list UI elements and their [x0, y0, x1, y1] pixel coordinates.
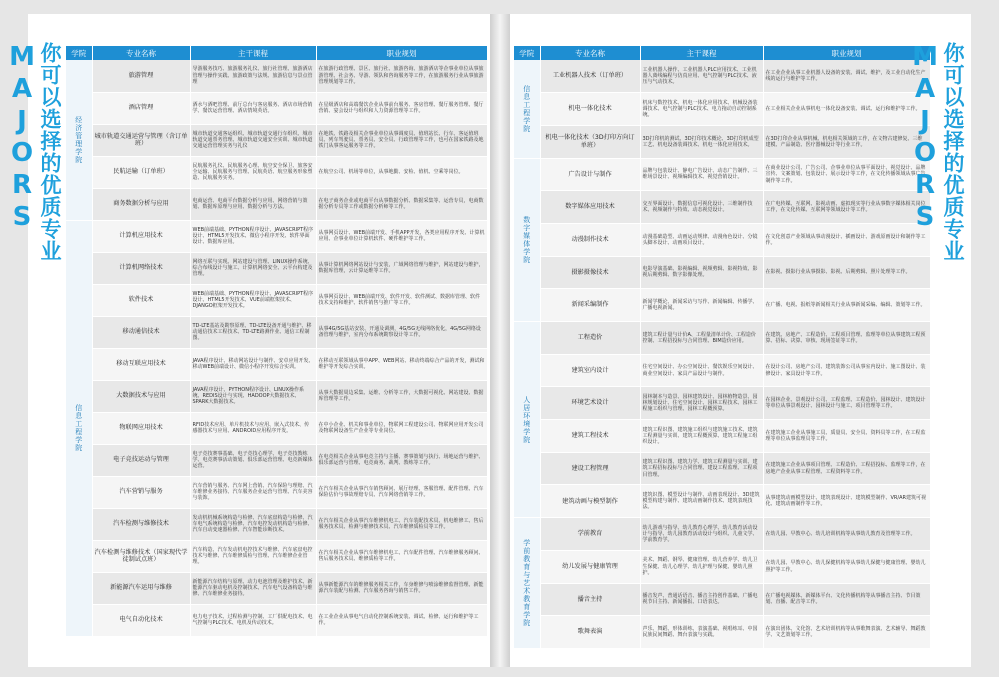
courses-cell: 动漫基础造型、动画运动规律、动漫角色设计、分镜头脚本设计、动画项目设计。: [640, 223, 763, 256]
college-cell: 数字媒体学院: [514, 158, 540, 321]
major-name-cell: 计算机应用技术: [92, 220, 190, 252]
career-cell: 在工业企业从事工业机器人设备的安装、调试、维护，及工业自动化生产线的运行与维护等工作。: [763, 60, 930, 93]
table-row: [514, 289, 930, 322]
career-cell: 在建筑施工企业从事施工员、质量员、安全员、资料员等工作，在工程监理等单位从事监理员等工作。: [763, 420, 930, 453]
career-cell: 在电竞相关企业从事电竞主持与主播、赛事策划与执行、场地运营与维护、俱乐部运营与管理、电竞商务、裁判、教练等工作。: [316, 444, 487, 476]
courses-cell: 建筑工程识图、建筑施工组织与建筑施工技术、建筑工程测量与实训、建筑工程概预算、建筑工程施工组织设计。: [640, 420, 763, 453]
courses-cell: 新闻学概论、新闻采访与写作、新闻编辑、传播学、广播电视新闻。: [640, 289, 763, 322]
header-career: 职业规划: [763, 46, 930, 60]
table-row: [514, 191, 930, 224]
table-row: [514, 550, 930, 583]
table-header: [514, 46, 930, 60]
major-name-cell: 汽车营销与服务: [92, 476, 190, 508]
table-row: [66, 604, 487, 636]
header-career: 职业规划: [316, 46, 487, 60]
page-gutter: [490, 14, 510, 667]
table-row: [66, 316, 487, 348]
table-row: [514, 256, 930, 289]
table-row: [514, 452, 930, 485]
major-name-cell: 汽车检测与维修技术（国家现代学徒制试点班）: [92, 540, 190, 572]
title-english: MAJORS: [7, 42, 37, 234]
major-name-cell: 机电一体化技术: [540, 93, 640, 126]
courses-cell: 电子竞技赛事基础、电子竞技心理学、电子竞技教练学、电竞赛事活动策划、俱乐部运营管理、电竞新媒体运营。: [190, 444, 316, 476]
career-cell: 在星级酒店和高端餐饮企业从事前台服务、客房管理、餐厅服务管理、餐厅营销、宴会设计与组织和人力资源管理等工作。: [316, 92, 487, 124]
table-row: [514, 420, 930, 453]
career-cell: 在汽车相关企业从事汽车维修机电工、汽车配件管理、汽车维修服务顾问、售后服务技术员、维修质检等工作。: [316, 540, 487, 572]
courses-cell: 电商运营、电商平台数据分析与应用、网络营销与策划、数据库原理与应用、数据分析与方法。: [190, 188, 316, 220]
courses-cell: RFID技术应用、单片机技术与应用、嵌入式技术、传感器技术与应用、ANDROID应用程序开发。: [190, 412, 316, 444]
table-row: [66, 572, 487, 604]
courses-cell: 交互界面设计、数据信息可视化设计、三维制作技术、视频制作与特效、动态视觉设计。: [640, 191, 763, 224]
college-cell: 人居环境学院: [514, 322, 540, 518]
major-name-cell: 软件技术: [92, 284, 190, 316]
courses-cell: 电力电子技术、过程检测与控制、工厂供配电技术、电气控制与PLC技术、电机及传动技术。: [190, 604, 316, 636]
table-row: [66, 252, 487, 284]
courses-cell: 建筑工程计量与计价A、工程量清单计价、工程造价控制、工程招投标与合同管理、BIM造价应用。: [640, 322, 763, 355]
major-name-cell: 建设工程管理: [540, 452, 640, 485]
career-cell: 在广电传媒、互联网、影视动画、虚拟现实等行业从事数字媒体相关岗位工作，在文化传媒、互联网等领域设计等工作。: [763, 191, 930, 224]
header-college: 学院: [514, 46, 540, 60]
header-college: 学院: [66, 46, 92, 60]
header-major: 专业名称: [92, 46, 190, 60]
vertical-title-left: [7, 42, 64, 262]
major-name-cell: 建筑工程技术: [540, 420, 640, 453]
career-cell: 在工业企业从事电气自动化控制系统安装、调试、检修、运行和维护等工作。: [316, 604, 487, 636]
career-cell: 在移动互联领域从事中APP、WEB网站、移动终端综合产品的开发，测试和维护等开发综合实训。: [316, 348, 487, 380]
career-cell: 在航空公司、机场等单位，从事地勤、安检、值机、空乘等岗位。: [316, 156, 487, 188]
table-row: [66, 188, 487, 220]
career-cell: 在园林企业、景观设计公司、工程监理、工程造价、园林设计、建筑设计等单位从事景观设计、园林设计与施工、项目管理等工作。: [763, 387, 930, 420]
table-row: [514, 60, 930, 93]
courses-cell: 酒水与酒吧管理、前厅总台与客房服务、酒店市场营销学、餐饮运营管理、酒店情境英语。: [190, 92, 316, 124]
major-name-cell: 民航运输（订单班）: [92, 156, 190, 188]
courses-cell: 城市轨道交通客运组织、城市轨道交通行车组织、城市轨道交通票务管理、城市轨道交通安全实训、城市轨道交通运营管理实务与礼仪: [190, 124, 316, 156]
career-cell: 在中小企业、机关和事业单位，物联网工程建设公司、物联网应用开发公司及物联网设备生产企业等专业岗位。: [316, 412, 487, 444]
major-name-cell: 幼儿发展与健康管理: [540, 550, 640, 583]
career-cell: 在广播电视媒体、新媒体平台、文化传播机构等从事播音主持、节目策划、直播、配音等工作。: [763, 583, 930, 616]
major-name-cell: 城市轨道交通运营与管理（含订单班）: [92, 124, 190, 156]
table-row: [66, 444, 487, 476]
major-name-cell: 移动通信技术: [92, 316, 190, 348]
title-chinese: 你可以选择的优质专业: [38, 42, 62, 262]
table-row: [514, 322, 930, 355]
career-cell: 在幼儿园、早教中心、幼儿培训机构等从事幼儿教育及管理等工作。: [763, 518, 930, 551]
courses-cell: 播音发声、普通话语音、播音主持创作基础、广播电视节目主持、新闻播报、口语表达。: [640, 583, 763, 616]
career-cell: 在旅游行政管理、景区、旅行社、旅游咨询、旅游酒店等企事业单位从事旅游管理、社会务、导游、领队和咨询服务等工作，在旅游服务行业从事旅游管理规划等工作。: [316, 60, 487, 92]
career-cell: 在幼儿园、早教中心、幼儿保健机构等从事幼儿保健与健康管理、婴幼儿照护等工作。: [763, 550, 930, 583]
header-major: 专业名称: [540, 46, 640, 60]
table-row: [66, 60, 487, 92]
career-cell: 在演出团体、文化馆、艺术培训机构等从事歌舞表演、艺术辅导、舞蹈教学、文艺策划等工作。: [763, 616, 930, 649]
title-english: MAJORS: [910, 42, 940, 234]
career-cell: 在电子商务企业或电商平台从事数据分析、数据采集等、运营专员，电商数据分析专员等工作或数据分析师等工作。: [316, 188, 487, 220]
career-cell: 从事4G/5G基站安装、开通及调测，4G/5G无线网络优化，4G/5G网络设备管理与维护，室内分布系统勘察设计等工作。: [316, 316, 487, 348]
courses-cell: 住宅空间设计、办公空间设计、餐饮娱乐空间设计、商业空间设计、家具产品设计与制作。: [640, 354, 763, 387]
courses-cell: 工业机器人操作、工业机器人PLC应用技术、工业机器人离线编程与仿真应用、电气控制与PLC技术、液压与气动技术。: [640, 60, 763, 93]
major-name-cell: 环境艺术设计: [540, 387, 640, 420]
courses-cell: 网络互联与实现、网站建设与管理、LINUX操作系统、综合布线设计与施工、计算机网络安全、云平台构建及管理。: [190, 252, 316, 284]
career-cell: 从事网页设计、WEB前端开发、手机APP开发、各类应用程序开发、计算机应用、企事业单位计算机软件、硬件维护等工作。: [316, 220, 487, 252]
courses-cell: 声乐、舞蹈、形体训练、表演基础、视唱练耳、中国民族民间舞蹈、舞台表演与实践。: [640, 616, 763, 649]
table-body-left: [66, 60, 487, 636]
header-courses: 主干课程: [190, 46, 316, 60]
courses-cell: 发动机机械系统构造与检修、汽车底盘构造与检修、汽车电气系统构造与检修、汽车电控发动机构造与检修、汽车自动变速器检修、汽车智能诊断技术。: [190, 508, 316, 540]
career-cell: 在汽车相关企业从事汽车销售顾问、展厅经理、客服管理、配件管理、汽车保险估价与事故理赔专员、汽车网络营销等工作。: [316, 476, 487, 508]
career-cell: 在汽车相关企业从事汽车维修机电工、汽车装配技术员、机电维修工、售后服务技术员、检测与维修技术员、汽车维修质检员等工作。: [316, 508, 487, 540]
major-name-cell: 酒店管理: [92, 92, 190, 124]
table-row: [66, 412, 487, 444]
major-name-cell: 新闻采编制作: [540, 289, 640, 322]
courses-cell: 美术、舞蹈、钢琴、健康管理、幼儿营养学、幼儿卫生保健、幼儿心理学、幼儿护理与保健、婴幼儿照护。: [640, 550, 763, 583]
table-row: [66, 220, 487, 252]
table-row: [66, 348, 487, 380]
courses-cell: WEB前端基础、PYTHON程序设计、JAVASCRIPT程序设计、HTML5开发技术、VUE前端框架技术、DJANGO框架开发技术。: [190, 284, 316, 316]
career-cell: 从事新能源汽车的维修服务相关工作，车身维修与喷涂维修监督管理、新能源汽车装配与检测、汽车服务咨询与销售工作。: [316, 572, 487, 604]
major-name-cell: 商务数据分析与应用: [92, 188, 190, 220]
courses-cell: 民航服务礼仪、民航服务心理、航空安全保卫、旅客安全运输、民航服务与管理、民航英语、航空服务形象塑造、民航服务实务。: [190, 156, 316, 188]
courses-cell: 汽车构造、汽车发动机电控技术与维修、汽车底盘电控技术与维修、汽车维修质检与管理、汽车维修企业管理。: [190, 540, 316, 572]
career-cell: 在地铁、铁路及相关企事业单位从事调度员、值班站长、行车、客运值班员、列车驾驶员、票务员、安全员、行政管理等工作，也可在国家铁路及地铁门从事客运服务等工作。: [316, 124, 487, 156]
header-courses: 主干课程: [640, 46, 763, 60]
career-cell: 在影视、摄影行业从事摄影、影视、后期剪辑、照片处理等工作。: [763, 256, 930, 289]
table-row: [514, 93, 930, 126]
career-cell: 在工业相关企业从事机电一体化设备安装、调试、运行和维护等工作。: [763, 93, 930, 126]
table-row: [66, 92, 487, 124]
major-name-cell: 工业机器人技术（订单班）: [540, 60, 640, 93]
table-row: [514, 354, 930, 387]
title-chinese: 你可以选择的优质专业: [941, 42, 965, 262]
right-page: [510, 14, 971, 667]
major-name-cell: 数字媒体应用技术: [540, 191, 640, 224]
major-name-cell: 电子竞技运动与管理: [92, 444, 190, 476]
table-row: [514, 485, 930, 518]
college-cell: 信息工程学院: [514, 60, 540, 158]
major-name-cell: 大数据技术与应用: [92, 380, 190, 412]
career-cell: 在建筑、房地产、工程造价、工程项目管理、监理等单位从事建筑工程预算、招标、决算、审核、现场签证等工作。: [763, 322, 930, 355]
courses-cell: 园林制本与造景、园林建筑设计、园林植物造景、园林规划设计、住宅空间设计、园林工程技术、园林工程施工组织与管理、园林工程概预算。: [640, 387, 763, 420]
courses-cell: 品牌与包装设计、静电广告设计、动态广告制作、三维场景设计、视频编辑技术、视觉营销设计。: [640, 158, 763, 191]
courses-cell: 电影导演基础、影视编辑、视频剪辑、影视特效、影视后期剪辑、数字影像处理。: [640, 256, 763, 289]
career-cell: 在文化创意产业领域从事动漫设计、插画设计、游戏原画设计和制作等工作。: [763, 223, 930, 256]
major-name-cell: 摄影摄像技术: [540, 256, 640, 289]
major-name-cell: 建筑动画与模型制作: [540, 485, 640, 518]
courses-cell: JAVA程序设计、PYTHON程序设计、LINUX操作系统、REDIS设计与实现、HADOOP大数据技术、SPARK大数据技术。: [190, 380, 316, 412]
table-row: [514, 125, 930, 158]
table-row: [514, 583, 930, 616]
table-row: [514, 518, 930, 551]
vertical-title-right: [910, 42, 967, 262]
courses-cell: JAVA程序设计、移动网站设计与制作、安卓应用开发、移动WEB前端设计、微信小程序开发综合实训。: [190, 348, 316, 380]
table-row: [514, 616, 930, 649]
career-cell: 从事计算机网络网站设计与安装，广域网络管理与维护，网站建设与维护，数据库管理，云计算运维等工作。: [316, 252, 487, 284]
table-row: [66, 540, 487, 572]
major-name-cell: 歌舞表演: [540, 616, 640, 649]
courses-cell: 新能源汽车结构与原理、动力电池管理及维护技术、新能源汽车驱动电机及控制技术、汽车电气设备构造与维修、汽车维修业务接待。: [190, 572, 316, 604]
major-name-cell: 移动互联应用技术: [92, 348, 190, 380]
left-page: [7, 14, 490, 667]
college-cell: 经济管理学院: [66, 60, 92, 220]
table-row: [66, 284, 487, 316]
courses-cell: 幼儿游戏与指导、幼儿教育心理学、幼儿教育活动设计与指导、幼儿园教育活动设计与组织、儿童文学、学前教育学。: [640, 518, 763, 551]
courses-cell: 机床与数控技术、机电一体化应用技术、机械设备装调技术、电气控制与PLC技术、电力拖动自动控制系统。: [640, 93, 763, 126]
table-header: [66, 46, 487, 60]
major-name-cell: 播音主持: [540, 583, 640, 616]
courses-cell: TD-LTE基站及勘察原理、TD-LTE设备开通与维护、移动通信技术工程技术、TD-LTE路测作业、通信工程制图。: [190, 316, 316, 348]
major-name-cell: 旅游管理: [92, 60, 190, 92]
table-row: [514, 158, 930, 191]
table-row: [66, 508, 487, 540]
major-name-cell: 机电一体化技术（3D打印方向订单班）: [540, 125, 640, 158]
college-cell: 信息工程学院: [66, 220, 92, 636]
career-cell: 在设计公司、房地产公司、建筑装饰公司从事室内设计、施工图设计、装修设计、家具设计等工作。: [763, 354, 930, 387]
major-name-cell: 汽车检测与维修技术: [92, 508, 190, 540]
major-name-cell: 物联网应用技术: [92, 412, 190, 444]
career-cell: 在建筑施工企业从事项目管理、工程造价、工程招投标、监理等工作，在房地产企业从事工程管理、工程资料等工作。: [763, 452, 930, 485]
career-cell: 从事建筑动画模型设计、建筑表现设计、建筑模型制作、VR/AR建筑可视化、建筑动画制作等工作。: [763, 485, 930, 518]
table-body-right: [514, 60, 930, 648]
major-name-cell: 广告设计与制作: [540, 158, 640, 191]
career-cell: 从事大数据周边采集、运维、分析等工作，大数据可视化、网站建设、数据库管理等工作。: [316, 380, 487, 412]
major-name-cell: 电气自动化技术: [92, 604, 190, 636]
career-cell: 在广播、电视、报纸等新闻相关行业从事新闻采编、编辑、策划等工作。: [763, 289, 930, 322]
courses-cell: 建筑工程识图、建筑力学、建筑工程测量与实训、建筑工程招标投标与合同管理、建设工程监理、工程项目管理。: [640, 452, 763, 485]
major-name-cell: 动漫制作技术: [540, 223, 640, 256]
college-cell: 学前教育与艺术教育学院: [514, 518, 540, 649]
major-name-cell: 工程造价: [540, 322, 640, 355]
majors-table-right: [514, 46, 931, 649]
major-name-cell: 计算机网络技术: [92, 252, 190, 284]
table-row: [514, 223, 930, 256]
table-row: [66, 476, 487, 508]
career-cell: 从事网页设计、WEB前端开发、软件开发、软件测试、数据库管理、软件技术支持和维护、软件销售与推广等工作。: [316, 284, 487, 316]
courses-cell: 建筑识图、模型设计与制作、动画表现设计、3D建筑模型构建与制作、建筑动画制作技术、建筑表现技法。: [640, 485, 763, 518]
courses-cell: 汽车营销与服务、汽车网上营销、汽车保险与理赔、汽车维修业务接待、汽车服务企业运营与管理、汽车美容与装饰。: [190, 476, 316, 508]
courses-cell: 导游服务技巧、旅游服务礼仪、旅行社管理、旅游酒店管理与操作实践、旅游政策与法规、旅游信息与景点管理: [190, 60, 316, 92]
major-name-cell: 建筑室内设计: [540, 354, 640, 387]
majors-table-left: [66, 46, 488, 637]
table-row: [66, 124, 487, 156]
career-cell: 在商业设计公司、广告公司、企事业单位从事平面设计、视觉设计、品牌宣传、文案策划、包装设计、展示设计等工作，在文化传播领域从事广告制作等工作。: [763, 158, 930, 191]
table-row: [514, 387, 930, 420]
table-row: [66, 156, 487, 188]
major-name-cell: 新能源汽车运用与维修: [92, 572, 190, 604]
major-name-cell: 学前教育: [540, 518, 640, 551]
courses-cell: WEB前端基础、PYTHON程序设计、JAVASCRIPT程序设计、HTML5开发技术、微信小程序开发、软件界面设计、数据库应用。: [190, 220, 316, 252]
table-row: [66, 380, 487, 412]
career-cell: 在3D打印企业从事机械、机电相关领域的工作，在文物古建修复、三维建模、产品制造、医疗器械设计等行业工作。: [763, 125, 930, 158]
courses-cell: 3D打印机的测试、3D打印技术概论、3D打印机成型工艺、机电设备装调技术、机电一体化应用技术。: [640, 125, 763, 158]
